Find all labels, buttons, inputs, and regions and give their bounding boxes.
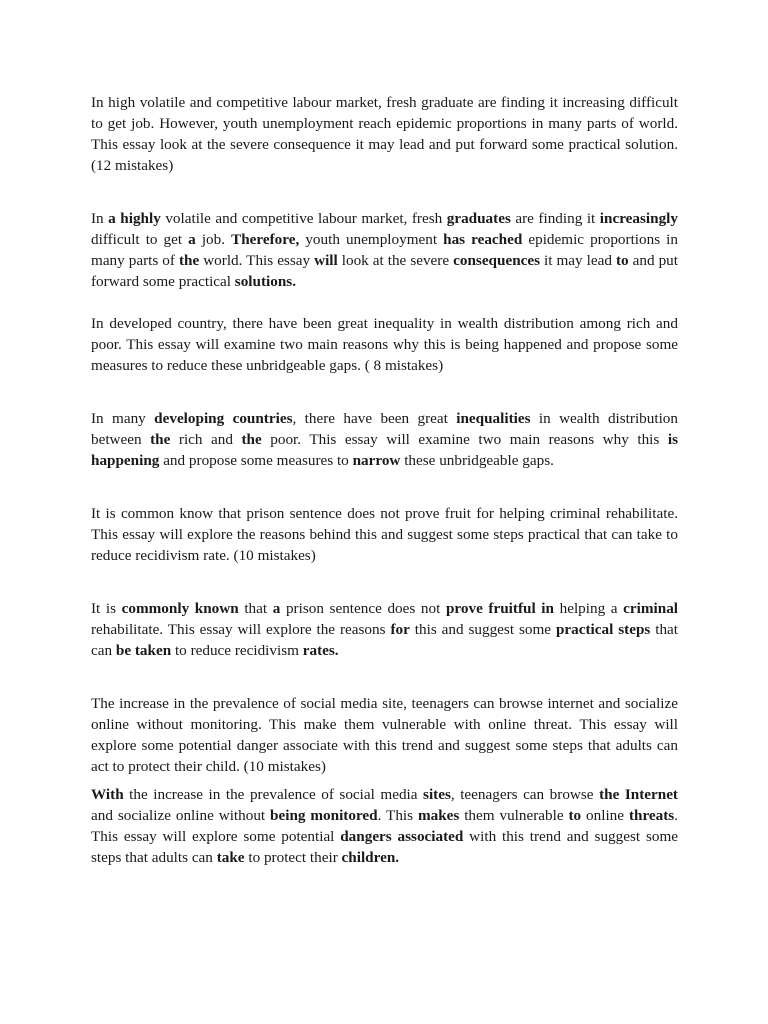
paragraph-3-original	[91, 503, 678, 566]
correction-text: With	[91, 786, 124, 803]
body-text: prison sentence does not	[280, 600, 446, 617]
correction-text: narrow	[352, 452, 401, 469]
correction-text: sites	[423, 786, 451, 803]
body-text: job.	[195, 231, 232, 248]
correction-text: has reached	[443, 231, 523, 248]
correction-text: is happening	[91, 431, 678, 469]
correction-text: the	[178, 252, 200, 269]
body-text: , there have been great	[292, 410, 457, 427]
paragraph-1-original	[91, 92, 678, 176]
correction-text: practical steps	[555, 621, 651, 638]
correction-text: inequalities	[456, 410, 531, 427]
correction-text: a highly	[108, 210, 161, 227]
body-text: this and suggest some	[409, 621, 556, 638]
body-text: difficult to get	[91, 231, 189, 248]
body-text: and put forward some practical	[91, 252, 678, 290]
body-text: and propose some measures to	[159, 452, 353, 469]
correction-text: to	[568, 807, 582, 824]
correction-text: threats	[628, 807, 675, 824]
correction-text: will	[314, 252, 338, 269]
correction-text: children.	[341, 849, 400, 866]
body-text: rich and	[170, 431, 242, 448]
correction-text: prove fruitful in	[445, 600, 554, 617]
body-text: poor. This essay will examine two main reasons why this	[261, 431, 668, 448]
correction-text: the	[150, 431, 171, 448]
correction-text: increasingly	[599, 210, 678, 227]
body-text: and socialize online without	[91, 807, 271, 824]
correction-text: consequences	[453, 252, 541, 269]
correction-text: be taken	[115, 642, 172, 659]
correction-text: graduates	[446, 210, 511, 227]
body-text: them vulnerable	[459, 807, 569, 824]
correction-text: Therefore,	[231, 231, 300, 248]
body-text: that	[238, 600, 273, 617]
paragraph-2-corrected	[91, 408, 678, 471]
correction-text: commonly known	[121, 600, 239, 617]
correction-text: for	[390, 621, 410, 638]
body-text: , teenagers can browse	[450, 786, 600, 803]
body-text: helping a	[553, 600, 624, 617]
body-text: . This	[377, 807, 418, 824]
body-text: to reduce recidivism	[171, 642, 303, 659]
body-text: world. This essay	[199, 252, 315, 269]
body-text: these unbridgeable gaps.	[400, 452, 554, 469]
correction-text: the	[241, 431, 262, 448]
body-text: with this trend and suggest some steps that adults can	[91, 828, 679, 866]
correction-text: criminal	[623, 600, 679, 617]
body-text: The increase in the prevalence of social media site, teenagers can browse internet and socialize online without monitoring. This make them vulnerable with online threat. This essay will explore some potential danger associate with this trend and suggest some steps that adults can act to protect their child. (10 mistakes)	[91, 695, 678, 775]
body-text: volatile and competitive labour market, fresh	[160, 210, 447, 227]
body-text: It is	[91, 600, 122, 617]
paragraph-4-original	[91, 693, 678, 777]
correction-text: a	[272, 600, 281, 617]
correction-text: the Internet	[599, 786, 678, 803]
paragraph-4-corrected	[91, 784, 678, 868]
correction-text: to	[615, 252, 629, 269]
body-text: . This essay will explore some potential	[91, 807, 679, 845]
correction-text: developing countries	[154, 410, 293, 427]
body-text: are finding it	[510, 210, 600, 227]
correction-text: take	[216, 849, 245, 866]
body-text: youth unemployment	[299, 231, 444, 248]
body-text: In many	[91, 410, 155, 427]
body-text: the increase in the prevalence of social media	[123, 786, 424, 803]
correction-text: rates.	[302, 642, 339, 659]
correction-text: a	[188, 231, 196, 248]
body-text: In high volatile and competitive labour market, fresh graduate are finding it increasing difficult to get job. However, youth unemployment reach epidemic proportions in many parts of world. This essay look at the severe consequence it may lead and put forward some practical solution. (12 mistakes)	[91, 94, 678, 174]
body-text: online	[581, 807, 629, 824]
body-text: it may lead	[540, 252, 616, 269]
body-text: that can	[91, 621, 679, 659]
document-page	[91, 92, 678, 868]
paragraph-2-original	[91, 313, 678, 376]
correction-text: dangers associated	[340, 828, 464, 845]
body-text: rehabilitate. This essay will explore the reasons	[91, 621, 391, 638]
paragraph-3-corrected	[91, 598, 678, 661]
body-text: epidemic proportions in many parts of	[91, 231, 678, 269]
body-text: to protect their	[244, 849, 342, 866]
body-text: It is common know that prison sentence does not prove fruit for helping criminal rehabilitate. This essay will explore the reasons behind this and suggest some steps practical that can take to reduce recidivism rate. (10 mistakes)	[91, 505, 678, 564]
body-text: look at the severe	[337, 252, 454, 269]
paragraph-1-corrected	[91, 208, 678, 292]
body-text: In	[91, 210, 109, 227]
body-text: in wealth distribution between	[91, 410, 678, 448]
correction-text: solutions.	[234, 273, 296, 290]
correction-text: being monitored	[270, 807, 378, 824]
body-text: In developed country, there have been great inequality in wealth distribution among rich and poor. This essay will examine two main reasons why this is being happened and propose some measures to reduce these unbridgeable gaps. ( 8 mistakes)	[91, 315, 678, 374]
correction-text: makes	[417, 807, 460, 824]
